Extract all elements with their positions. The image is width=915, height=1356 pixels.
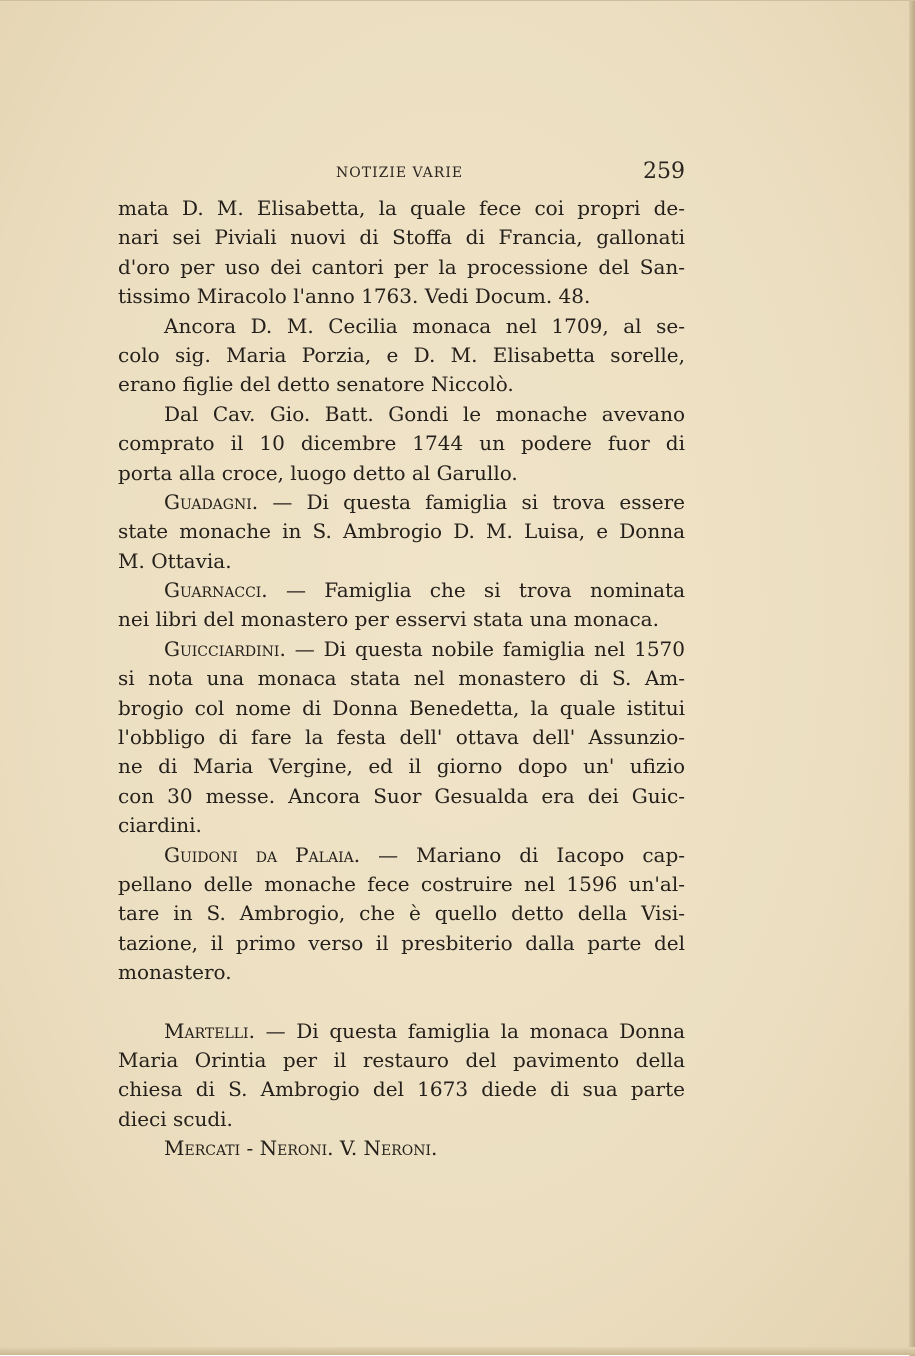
entry-guidoni [118, 841, 685, 870]
entry-guadagni [118, 488, 685, 517]
entry-text: — Di questa nobile famiglia nel 1570 [294, 636, 685, 661]
text-line: nari sei Piviali nuovi di Stoffa di Francia, gallonati [118, 225, 685, 250]
text-line: tare in S. Ambrogio, che è quello detto della Visi- [118, 901, 685, 926]
text-line: l'obbligo di fare la festa dell' ottava dell' Assunzio- [118, 725, 685, 750]
entry-name: Guadagni. [164, 489, 259, 514]
text-line: ciardini. [118, 813, 202, 838]
text-line: si nota una monaca stata nel monastero di S. Am- [118, 666, 685, 691]
entry-guarnacci [118, 576, 685, 605]
text-line: pellano delle monache fece costruire nel 1596 un'al- [118, 871, 685, 896]
text-line: mata D. M. Elisabetta, la quale fece coi propri de- [118, 196, 685, 220]
running-head [118, 159, 685, 189]
text-line: tazione, il primo verso il presbiterio dalla parte del [118, 930, 685, 955]
entry-guicciardini [118, 635, 685, 664]
text-line: nei libri del monastero per esservi stata una monaca. [118, 607, 659, 632]
entry-name: Guidoni da Palaia. [164, 842, 361, 867]
text-line: d'oro per uso dei cantori per la processione del San- [118, 254, 685, 279]
text-line: state monache in S. Ambrogio D. M. Luisa, e Donna [118, 519, 685, 544]
entry-text: — Di questa famiglia la monaca Donna [265, 1018, 686, 1043]
entry-name: Guarnacci. [164, 578, 268, 603]
text-line: Ancora D. M. Cecilia monaca nel 1709, al se- [164, 313, 685, 338]
text-line: comprato il 10 dicembre 1744 un podere fuor di [118, 431, 685, 456]
entry-name: Martelli. [164, 1018, 255, 1043]
text-line: porta alla croce, luogo detto al Garullo. [118, 460, 518, 485]
text-line: monastero. [118, 960, 232, 985]
text-line: Dal Cav. Gio. Batt. Gondi le monache avevano [164, 401, 685, 426]
text-line: chiesa di S. Ambrogio del 1673 diede di sua parte [118, 1077, 685, 1102]
body-text [118, 194, 685, 1164]
entry-text: — Mariano di Iacopo cap- [378, 842, 686, 867]
text-line: ne di Maria Vergine, ed il giorno dopo un' ufizio [118, 754, 685, 779]
text-line: brogio col nome di Donna Benedetta, la quale istitui [118, 695, 685, 720]
text-line: con 30 messe. Ancora Suor Gesualda era dei Guic- [118, 783, 685, 808]
entry-mercati: Mercati - Neroni. V. Neroni. [164, 1136, 438, 1161]
entry-text: — Di questa famiglia si trova essere [272, 489, 685, 514]
page-number: 259 [643, 159, 685, 184]
entry-martelli [118, 1017, 685, 1046]
page-edge-shadow [909, 1, 915, 1356]
text-line: erano figlie del detto senatore Niccolò. [118, 372, 514, 397]
running-head-title: NOTIZIE VARIE [336, 165, 464, 181]
text-line: dieci scudi. [118, 1106, 233, 1131]
text-line: tissimo Miracolo l'anno 1763. Vedi Docum. 48. [118, 284, 591, 309]
text-line: M. Ottavia. [118, 548, 232, 573]
blank-line [118, 988, 685, 1017]
text-line: colo sig. Maria Porzia, e D. M. Elisabetta sorelle, [118, 342, 685, 367]
entry-name: Guicciardini. [164, 636, 286, 661]
page-bottom-edge [0, 1347, 915, 1355]
entry-text: — Famiglia che si trova nominata [285, 578, 686, 603]
text-line: Maria Orintia per il restauro del pavimento della [118, 1047, 685, 1072]
